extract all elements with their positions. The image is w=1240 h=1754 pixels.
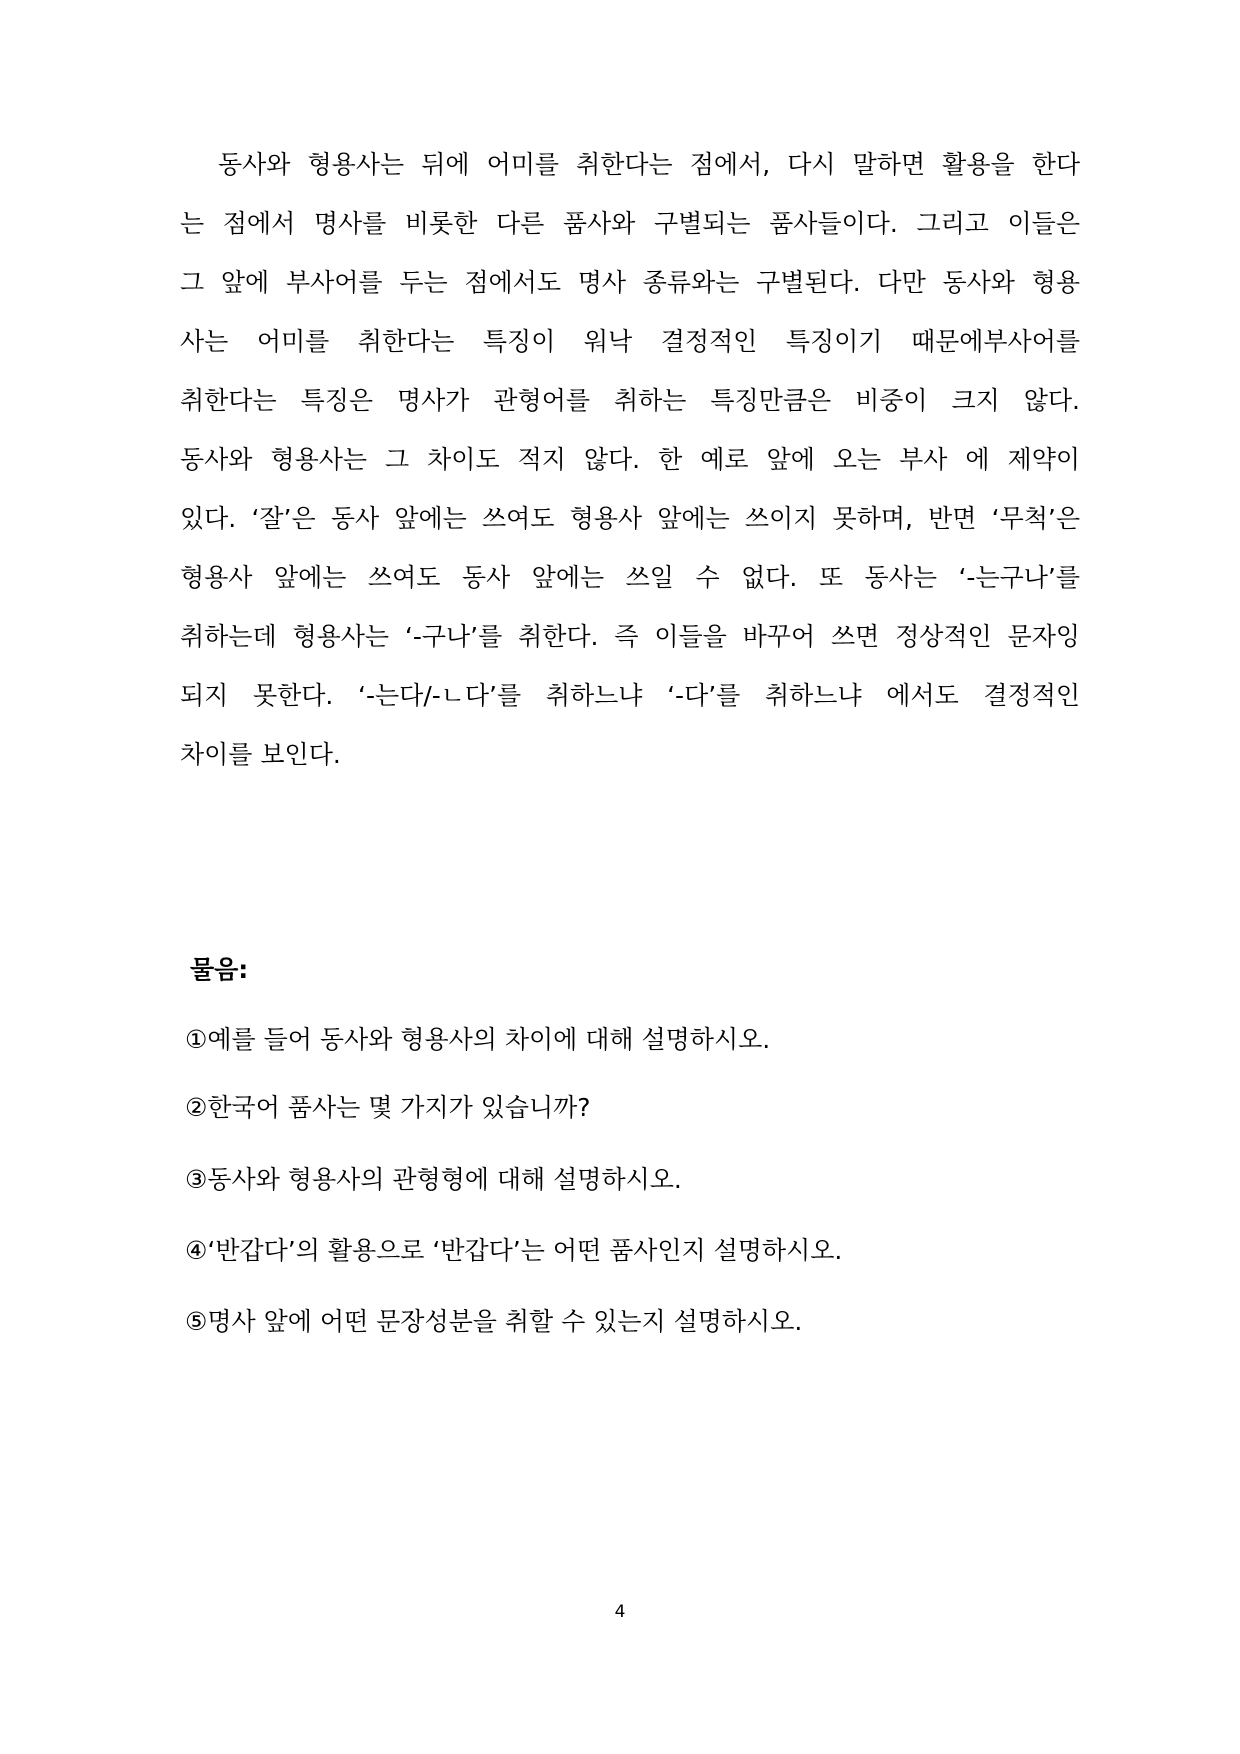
paragraph-line: 동사와 형용사는 그 차이도 적지 않다. 한 예로 앞에 오는 부사 에 제약이 — [180, 445, 1080, 474]
paragraph-line: 차이를 보인다. — [180, 740, 341, 769]
question-item: ②한국어 품사는 몇 가지가 있습니까? — [185, 1093, 591, 1122]
paragraph-line: 되지 못한다. ‘-는다/-ㄴ다’를 취하느냐 ‘-다’를 취하느냐 에서도 결정적인 — [180, 681, 1080, 710]
paragraph-line: 사는 어미를 취한다는 특징이 워낙 결정적인 특징이기 때문에부사어를 — [180, 327, 1080, 356]
paragraph-line: 있다. ‘잘’은 동사 앞에는 쓰여도 형용사 앞에는 쓰이지 못하며, 반면 ‘무척’은 — [180, 504, 1080, 533]
page-number: 4 — [614, 1602, 626, 1622]
paragraph-line: 형용사 앞에는 쓰여도 동사 앞에는 쓰일 수 없다. 또 동사는 ‘-는구나’를 — [180, 563, 1080, 592]
paragraph-line: 취한다는 특징은 명사가 관형어를 취하는 특징만큼은 비중이 크지 않다. — [180, 386, 1080, 415]
question-item: ⑤명사 앞에 어떤 문장성분을 취할 수 있는지 설명하시오. — [185, 1307, 803, 1336]
question-item: ④‘반갑다’의 활용으로 ‘반갑다’는 어떤 품사인지 설명하시오. — [185, 1236, 843, 1265]
paragraph-line: 취하는데 형용사는 ‘-구나’를 취한다. 즉 이들을 바꾸어 쓰면 정상적인 문자잉 — [180, 622, 1080, 651]
paragraph-line: 는 점에서 명사를 비롯한 다른 품사와 구별되는 품사들이다. 그리고 이들은 — [180, 209, 1080, 238]
questions-heading: 물음: — [190, 955, 249, 984]
question-item: ①예를 들어 동사와 형용사의 차이에 대해 설명하시오. — [185, 1025, 771, 1054]
paragraph-line: 동사와 형용사는 뒤에 어미를 취한다는 점에서, 다시 말하면 활용을 한다 — [218, 150, 1080, 179]
question-item: ③동사와 형용사의 관형형에 대해 설명하시오. — [185, 1165, 682, 1194]
paragraph-line: 그 앞에 부사어를 두는 점에서도 명사 종류와는 구별된다. 다만 동사와 형용 — [180, 268, 1080, 297]
